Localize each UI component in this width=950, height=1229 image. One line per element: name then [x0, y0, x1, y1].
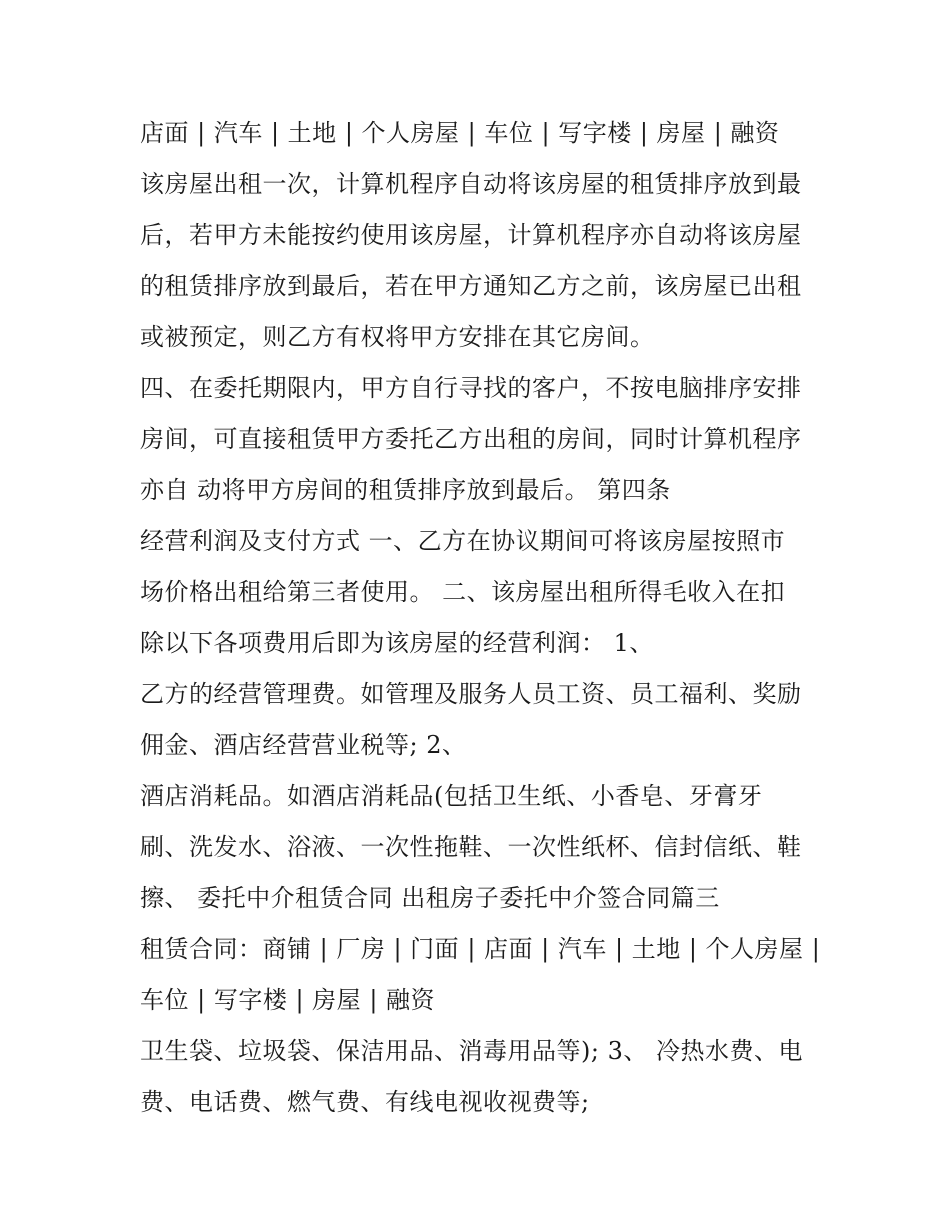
text-line-15: 刷、洗发水、浴液、一次性拖鞋、一次性纸杯、信封信纸、鞋	[140, 833, 802, 861]
text-line-17: 租赁合同：商铺 | 厂房 | 门面 | 店面 | 汽车 | 土地 | 个人房屋 |	[140, 935, 821, 963]
text-line-02: 该房屋出租一次，计算机程序自动将该房屋的租赁排序放到最	[140, 170, 802, 198]
text-line-03: 后，若甲方未能按约使用该房屋，计算机程序亦自动将该房屋	[140, 221, 802, 249]
text-line-06: 四、在委托期限内，甲方自行寻找的客户，不按电脑排序安排	[140, 374, 802, 402]
text-line-16: 擦、 委托中介租赁合同 出租房子委托中介签合同篇三	[140, 884, 720, 912]
text-line-19: 卫生袋、垃圾袋、保洁用品、消毒用品等); 3、 冷热水费、电	[140, 1037, 803, 1065]
text-line-09: 经营利润及支付方式 一、乙方在协议期间可将该房屋按照市	[140, 527, 786, 555]
text-line-04: 的租赁排序放到最后，若在甲方通知乙方之前，该房屋已出租	[140, 272, 802, 300]
text-line-13: 佣金、酒店经营营业税等; 2、	[140, 731, 467, 759]
text-line-07: 房间，可直接租赁甲方委托乙方出租的房间，同时计算机程序	[140, 425, 802, 453]
text-line-14: 酒店消耗品。如酒店消耗品(包括卫生纸、小香皂、牙膏牙	[140, 782, 763, 810]
text-line-11: 除以下各项费用后即为该房屋的经营利润： 1、	[140, 629, 654, 657]
text-line-05: 或被预定，则乙方有权将甲方安排在其它房间。	[140, 323, 655, 351]
text-line-08: 亦自 动将甲方房间的租赁排序放到最后。 第四条	[140, 476, 671, 504]
text-line-12: 乙方的经营管理费。如管理及服务人员工资、员工福利、奖励	[140, 680, 802, 708]
text-line-10: 场价格出租给第三者使用。 二、该房屋出租所得毛收入在扣	[140, 578, 786, 606]
text-line-20: 费、电话费、燃气费、有线电视收视费等;	[140, 1088, 590, 1116]
text-line-18: 车位 | 写字楼 | 房屋 | 融资	[140, 986, 436, 1014]
text-line-01: 店面 | 汽车 | 土地 | 个人房屋 | 车位 | 写字楼 | 房屋 | 融资	[140, 119, 780, 147]
